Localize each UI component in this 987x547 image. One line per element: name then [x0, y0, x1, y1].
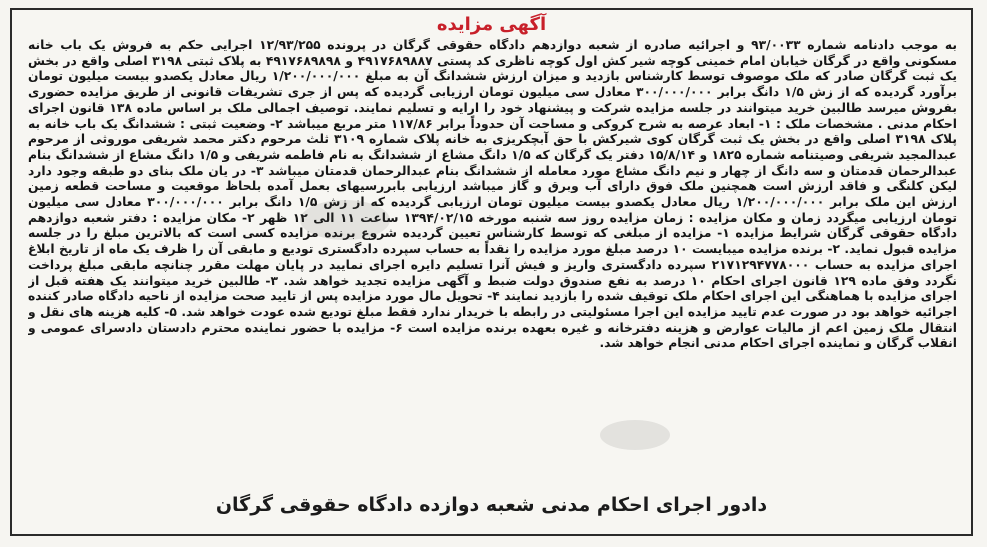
notice-body: به موجب دادنامه شماره ۹۳/۰۰۳۳ و اجرائیه صادره از شعبه دوازدهم دادگاه حقوقی گرگان در پرونده ۱۲/۹۳/۲۵۵ اجرایی حکم به فروش یک باب خانه مسکونی واقع در گرگان خیابان امام خمینی کوچه شیر کش اول کوچه ناظری کد پستی ۴۹۱۷۶۸۹۸۸۷ و ۴۹۱۷۶۸۹۸۹۸ به پلاک ثبتی ۳۱۹۸ اصلی واقع در بخش یک ثبت گرگان صادر که ملک موصوف توسط کارشناس بازدید و میزان ارزش ششدانگ آن به مبلغ ۱/۲۰۰/۰۰۰/۰۰۰ ریال معادل یکصدو بیست میلیون تومان برآورد گردیده که از زش ۱/۵ دانگ برابر ۳۰۰/۰۰۰/۰۰۰ معادل سی میلیون تومان ارزیابی گردیده که پس از جری تشریفات قانونی از طریق مزایده حضوری بفروش میرسد طالبین خرید میتوانند در جلسه مزایده شرکت و پیشنهاد خود را ارایه و تسلیم نمایند. توصیف اجمالی ملک بر اساس ماده ۱۳۸ قانون اجرای احکام مدنی . مشخصات ملک : ۱- ابعاد عرصه به شرح کروکی و مساحت آن حدوداً برابر ۱۱۷/۸۶ متر مربع میباشد ۲- وضعیت ثبتی : ششدانگ یک باب خانه به پلاک ۳۱۹۸ اصلی واقع در بخش یک ثبت گرگان کوی شیرکش با حق آبچکریزی به خانه پلاک شماره ۳۱۰۹ ثلث مرحوم دکتر محمد شریفی موروثی از مرحوم عبدالمجید شریفی وصیتنامه شماره ۱۸۲۵ و ۱۵/۸/۱۴ دفتر یک گرگان که ۱/۵ دانگ مشاع از ششدانگ به نام فاطمه شریفی و ۱/۵ دانگ مشاع از ششدانگ بنام عبدالرحمان قدمتان و سه دانگ از چهار و نیم دانگ مشاع مورد معامله از ششدانگ بنام عبدالرحمان قدمتان میباشد ۳- در یان ملک بنای دو طبقه وجود دارد لیکن کلنگی و فاقد ارزش است همچنین ملک فوق دارای آب وبرق و گاز میباشد ارزیابی بابررسیهای بعمل آمده بلحاظ موقعیت و مساحت قطعه زمین ارزش این ملک برابر ۱/۲۰۰/۰۰۰/۰۰۰ ریال معادل یکصدو بیست میلیون تومان ارزیابی گردیده که از زش ۱/۵ دانگ برابر ۳۰۰/۰۰۰/۰۰۰ معادل سی میلیون تومان ارزیابی میگردد زمان و مکان مزایده : زمان مزایده روز سه شنبه مورخه ۱۳۹۴/۰۲/۱۵ ساعت ۱۱ الی ۱۲ ظهر ۲- مکان مزایده : دفتر شعبه دوازدهم دادگاه حقوقی گرگان شرایط مزایده ۱- مزایده از مبلغی که توسط کارشناس تعیین گردیده شروع برنده مزایده کسی است که بالاترین مبلغ را در جلسه مزایده قبول نماید. ۲- برنده مزایده میبایست ۱۰ درصد مبلغ مورد مزایده را نقداً به حساب سپرده دادگستری تودیع و مابقی آن را ظرف یک ماه از تاریخ ابلاغ اجرای مزایده به حساب ۲۱۷۱۲۹۴۷۷۸۰۰۰ سپرده دادگستری واریز و فیش آنرا تسلیم دایره اجرای نمایید در پایان مهلت مقرر چنانچه مابقی مبلغ پرداخت نگردد وفق ماده ۱۲۹ قانون اجرای احکام ۱۰ درصد به نفع صندوق دولت ضبط و آگهی مزایده تجدید خواهد شد. ۳- طالبین خرید میتوانند یک هفته قبل از اجرای مزایده با هماهنگی این اجرای احکام ملک توقیف شده را بازدید نمایند ۴- تحویل مال مورد مزایده پس از تایید صحت مزایده از ناحیه دادگاه صادر کننده اجرائیه خواهد بود در صورت عدم تایید مزایده این اجرا مسئولیتی در رابطه با خریدار ندارد فقط مبلغ تودیع شده عودت خواهد شد. ۵- کلیه هزینه های نقل و انتقال ملک زمین اعم از مالیات عوارض و هزینه دفترخانه و غیره بعهده برنده مزایده است ۶- مزایده با حضور نماینده محترم دادستان دادسرای عمومی و انقلاب گرگان و نماینده اجرای احکام مدنی انجام خواهد شد. — [28, 38, 957, 351]
notice-signature: دادور اجرای احکام مدنی شعبه دوازده دادگاه حقوقی گرگان — [215, 494, 768, 516]
print-smudge — [300, 200, 390, 240]
notice-frame — [10, 8, 973, 536]
print-smudge — [600, 420, 670, 450]
notice-title: آگهی مزایده — [436, 14, 547, 35]
